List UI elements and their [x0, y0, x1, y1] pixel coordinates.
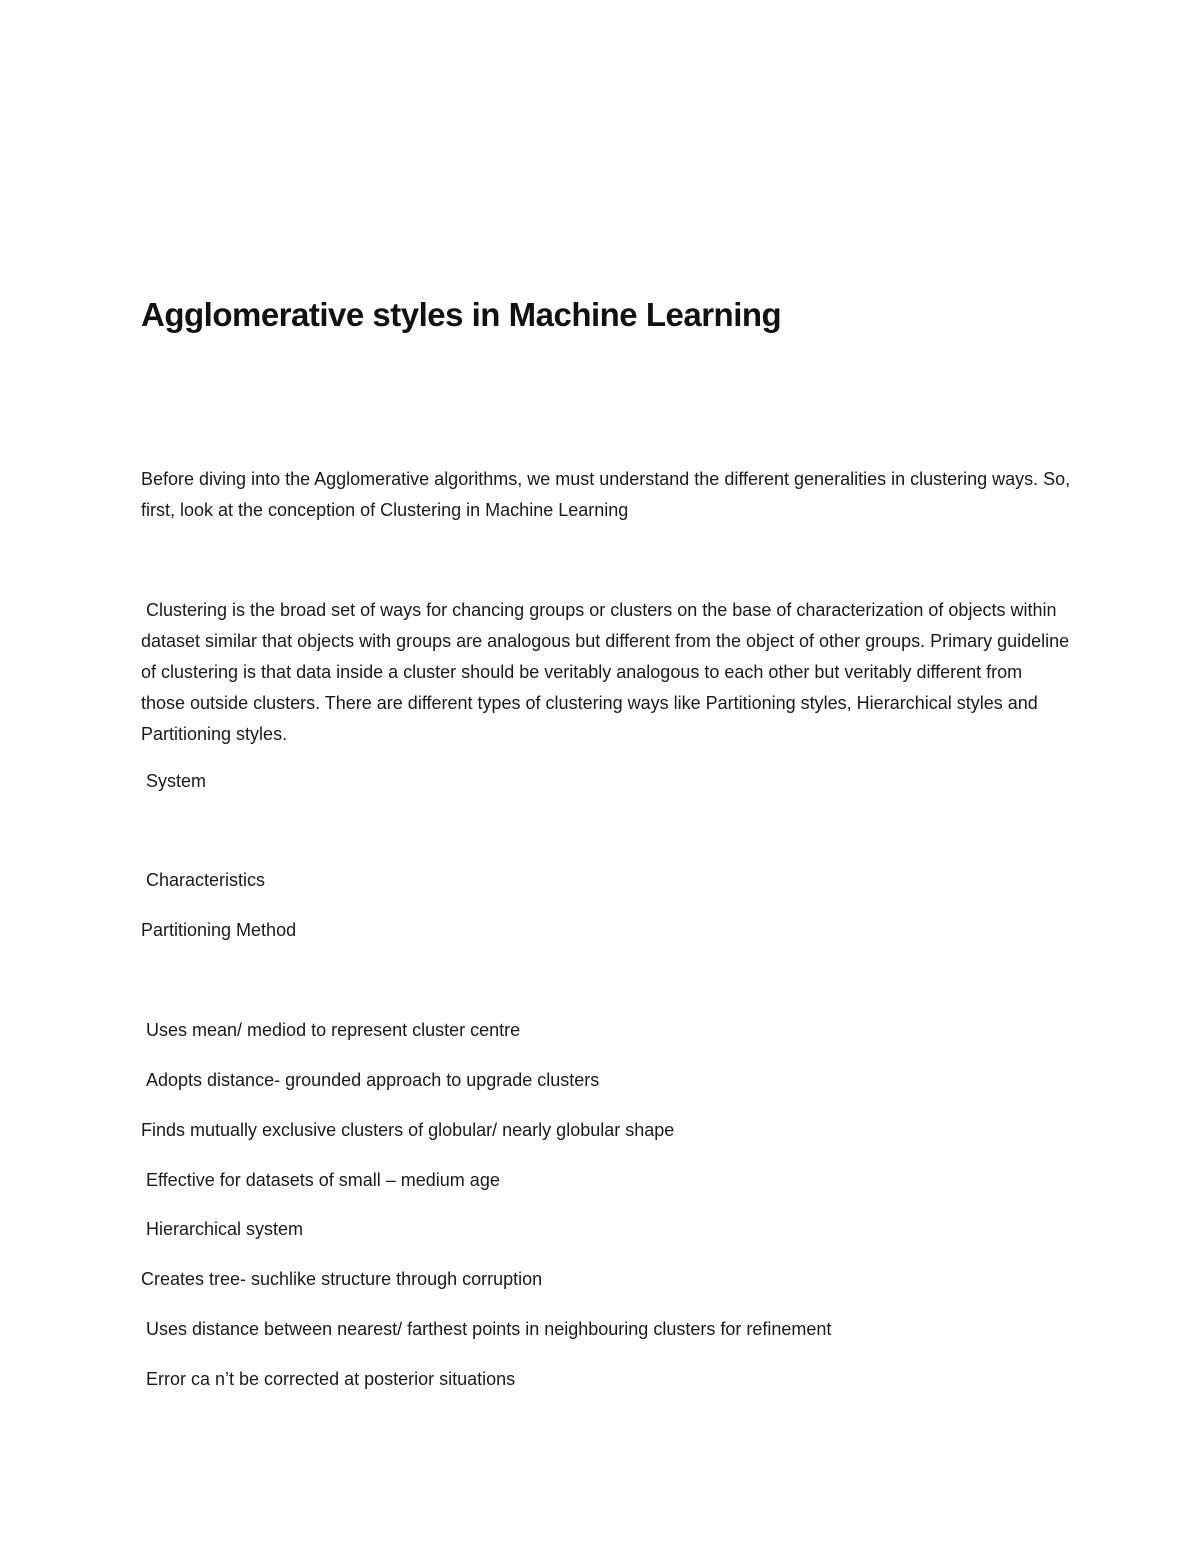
line-partitioning-method: Partitioning Method: [141, 920, 297, 940]
line-effective-datasets: Effective for datasets of small – medium age: [146, 1170, 500, 1190]
line-error: Error ca n’t be corrected at posterior situations: [146, 1369, 516, 1389]
line-finds-clusters: Finds mutually exclusive clusters of globular/ nearly globular shape: [141, 1120, 675, 1140]
line-uses-mean: Uses mean/ mediod to represent cluster centre: [146, 1020, 521, 1040]
document-title: Agglomerative styles in Machine Learning: [141, 296, 782, 333]
line-hierarchical-system: Hierarchical system: [146, 1219, 304, 1239]
clustering-paragraph: Clustering is the broad set of ways for chancing groups or clusters on the base of characterization of objects within dataset similar that objects with groups are analogous but different from the object of other groups. Primary guideline of clustering is that data inside a cluster should be veritably analogous to each other but veritably different from those outside clusters. There are different types of clustering ways like Partitioning styles, Hierarchical styles and Partitioning styles.: [141, 600, 1070, 744]
line-system: System: [146, 771, 207, 791]
line-uses-distance: Uses distance between nearest/ farthest points in neighbouring clusters for refinement: [146, 1319, 832, 1339]
line-characteristics: Characteristics: [146, 870, 266, 890]
line-adopts-distance: Adopts distance- grounded approach to upgrade clusters: [146, 1070, 600, 1090]
line-creates-tree: Creates tree- suchlike structure through corruption: [141, 1269, 543, 1289]
intro-paragraph: Before diving into the Agglomerative algorithms, we must understand the different generalities in clustering ways. So, first, look at the conception of Clustering in Machine Learning: [141, 469, 1071, 520]
